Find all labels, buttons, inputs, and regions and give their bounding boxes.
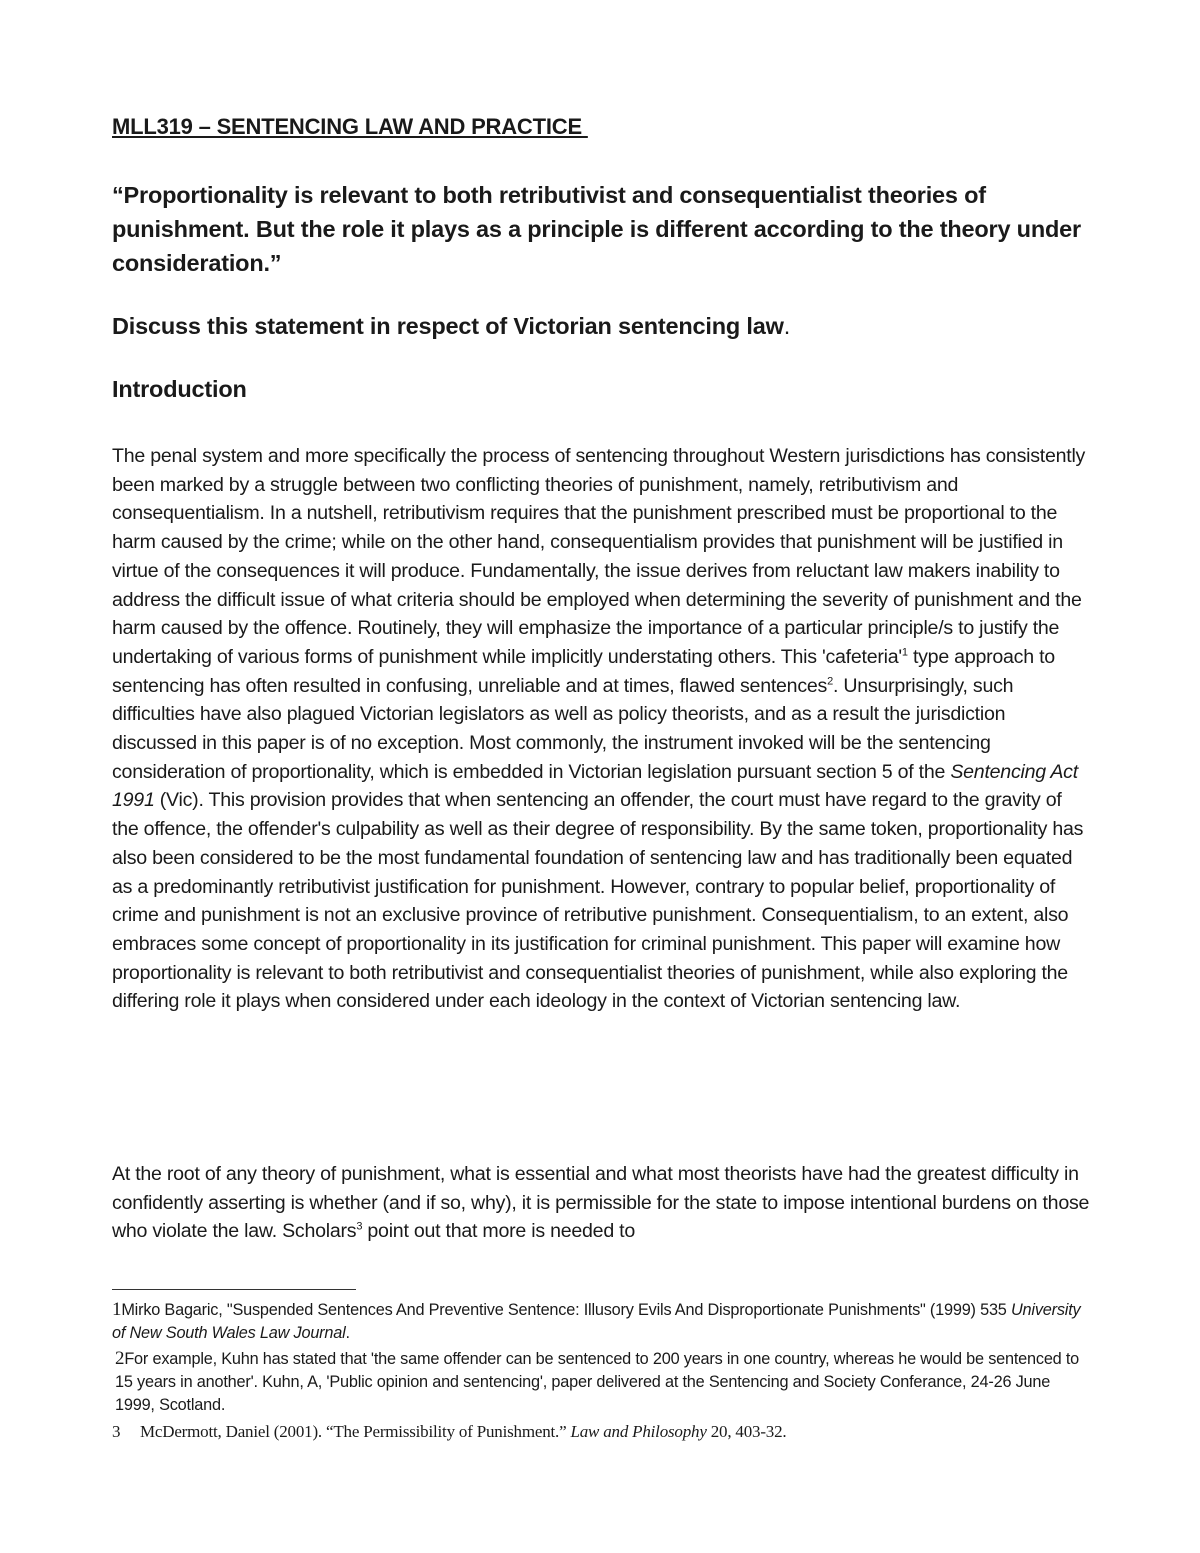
para1-text-1: The penal system and more specifically the process of sentencing throughout Western jurisdictions has consistently been marked by a struggle between two conflicting theories of punishment, namely, retributivism and consequentialism. In a nutshell, retributivism requires that the punishment prescribed must be proportional to the harm caused by the crime; while on the other hand, consequentialism provides that punishment will be justified in virtue of the consequences it will produce. Fundamentally, the issue derives from reluctant law makers inability to address the difficult issue of what criteria should be employed when determining the severity of punishment and the harm caused by the offence. Routinely, they will emphasize the importance of a particular principle/s to justify the undertaking of various forms of punishment while implicitly understating others. This 'cafeteria' [112,445,1086,668]
footnote-2-text: For example, Kuhn has stated that 'the same offender can be sentenced to 200 years in one country, whereas he would be sentenced to 15 years in another'. Kuhn, A, 'Public opinion and sentencing', paper delivered at the Sentencing and Society Conferance, 24-26 June 1999, Scotland. [115,1350,1080,1414]
footnote-3-end: 20, 403-32. [706,1422,787,1441]
task-period: . [783,313,791,339]
footnote-3-number: 3 [112,1422,121,1441]
body-paragraph-1 [112,442,1092,1016]
task-text: Discuss this statement in respect of Victorian sentencing law [112,313,784,339]
para1-text-2: type approach to sentencing has often resulted in confusing, unreliable and at times, flawed sentences [112,645,1055,697]
para1-text-4: (Vic). This provision provides that when sentencing an offender, the court must have regard to the gravity of the offence, the offender's culpability as well as their degree of responsibility. By the same token, proportionality has also been considered to be the most fundamental foundation of sentencing law and has traditionally been equated as a predominantly retributivist justification for punishment. However, contrary to popular belief, proportionality of crime and punishment is not an exclusive province of retributive punishment. Consequentialism, to an extent, also embraces some concept of proportionality in its justification for criminal punishment. This paper will examine how proportionality is relevant to both retributivist and consequentialist theories of punishment, while also exploring the differing role it plays when considered under each ideology in the context of Victorian sentencing law. [112,789,1084,1013]
footnote-3-journal: Law and Philosophy [570,1422,707,1441]
para2-text-1: At the root of any theory of punishment, what is essential and what most theorists have had the greatest difficulty in confidently asserting is whether (and if so, why), it is permissible for the state to impose intentional burdens on those who violate the law. Scholars [112,1163,1090,1243]
footnote-ref-3[interactable]: 3 [356,1220,363,1233]
footnote-1-text: Mirko Bagaric, "Suspended Sentences And Preventive Sentence: Illusory Evils And Disproportionate Punishments" (1999) 535 [121,1301,1011,1319]
footnote-ref-1[interactable]: 1 [901,646,908,659]
footnote-2 [115,1347,1090,1417]
footnote-ref-2[interactable]: 2 [827,675,833,688]
footnote-1-end: . [345,1324,350,1342]
course-title: MLL319 – SENTENCING LAW AND PRACTICE [112,114,588,139]
act-title: Sentencing Act 1991 [112,760,1078,812]
para1-text-3: . Unsurprisingly, such difficulties have also plagued Victorian legislators as well as policy theorists, and as a result the jurisdiction discussed in this paper is of no exception. Most commonly, the instrument invoked will be the sentencing consideration of proportionality, which is embedded in Victorian legislation pursuant section 5 of the [112,674,1014,783]
footnote-1-number: 1 [112,1299,122,1320]
footnote-divider [112,1289,356,1290]
para2-text-2: point out that more is needed to [362,1220,635,1243]
footnote-1-journal: University of New South Wales Law Journal [112,1301,1081,1342]
essay-question: “Proportionality is relevant to both retributivist and consequentialist theories of punishment. But the role it plays as a principle is different according to the theory under consideration.” [112,182,1081,276]
footnote-3-text: McDermott, Daniel (2001). “The Permissibility of Punishment.” [140,1422,571,1441]
body-paragraph-2 [112,1160,1092,1246]
footnote-2-number: 2 [115,1348,125,1369]
essay-task [112,313,790,340]
footnote-3 [112,1420,1087,1443]
footnote-1 [112,1298,1087,1345]
section-heading-introduction: Introduction [112,376,247,402]
